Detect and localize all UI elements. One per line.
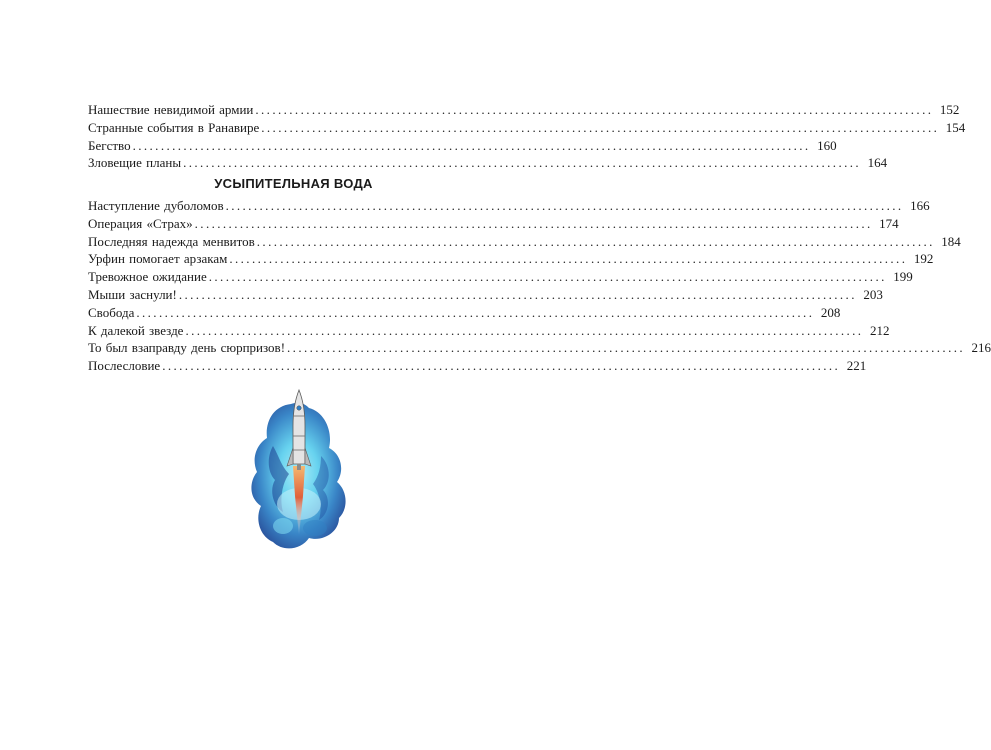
toc-entry-title: Мыши заснули!: [88, 286, 177, 302]
dot-leader: ........................................................................................................................: [136, 304, 815, 320]
toc-entry-title: К далекой звезде: [88, 322, 184, 338]
toc-entry: [88, 339, 991, 357]
toc-entry: [88, 101, 960, 119]
toc-entry-page: 216: [971, 340, 991, 356]
toc-entry-title: Последняя надежда менвитов: [88, 233, 255, 249]
toc-entry-title: Послесловие: [88, 358, 161, 374]
toc-entry-title: Бегство: [88, 137, 131, 153]
toc-entry-title: Тревожное ожидание: [88, 269, 207, 285]
toc-group-2: [88, 197, 991, 375]
toc-entry-page: 212: [869, 322, 890, 338]
toc-entry-page: 203: [863, 286, 883, 302]
toc-entry-title: Свобода: [88, 304, 135, 320]
toc-entry-page: 152: [939, 102, 960, 117]
toc-group-1: [88, 101, 966, 172]
toc-entry-page: 166: [910, 198, 930, 213]
rocket-illustration: [243, 386, 353, 556]
toc-entry-page: 164: [867, 155, 888, 171]
toc-entry: [88, 357, 867, 375]
toc-entry-title: То был взаправду день сюрпризов!: [88, 340, 286, 356]
toc-entry: [88, 137, 837, 155]
toc-entry-page: 221: [846, 358, 867, 374]
toc-entry-page: 192: [913, 251, 934, 267]
toc-entry-title: Странные события в Ранавире: [88, 119, 260, 135]
dot-leader: ........................................................................................................................: [185, 322, 864, 338]
toc-entry-page: 154: [945, 119, 966, 135]
toc-entry-title: Наступление дуболомов: [88, 198, 224, 213]
toc-entry: [88, 119, 966, 137]
toc-entry: [88, 215, 899, 233]
dot-leader: ........................................................................................................................: [183, 155, 862, 171]
toc-entry: [88, 250, 934, 268]
dot-leader: ........................................................................................................................: [208, 269, 887, 285]
dot-leader: ........................................................................................................................: [132, 137, 811, 153]
section-heading: УСЫПИТЕЛЬНАЯ ВОДА: [214, 176, 373, 191]
toc-entry-title: Операция «Страх»: [88, 215, 193, 231]
dot-leader: ........................................................................................................................: [225, 198, 904, 213]
toc-entry-page: 208: [820, 304, 841, 320]
dot-leader: ........................................................................................................................: [256, 233, 935, 249]
dot-leader: ........................................................................................................................: [255, 102, 934, 117]
toc-entry-page: 160: [817, 137, 837, 153]
toc-entry-page: 199: [893, 269, 913, 285]
toc-entry-title: Зловещие планы: [88, 155, 182, 171]
toc-entry: [88, 154, 888, 172]
dot-leader: ........................................................................................................................: [287, 340, 966, 356]
toc-entry: [88, 268, 913, 286]
dot-leader: ........................................................................................................................: [162, 358, 841, 374]
toc-entry: [88, 322, 890, 340]
toc-entry-page: 174: [879, 215, 899, 231]
toc-entry: [88, 197, 930, 215]
dot-leader: ........................................................................................................................: [229, 251, 908, 267]
toc-entry: [88, 286, 883, 304]
toc-entry: [88, 233, 961, 251]
dot-leader: ........................................................................................................................: [261, 119, 940, 135]
dot-leader: ........................................................................................................................: [178, 286, 857, 302]
dot-leader: ........................................................................................................................: [194, 215, 873, 231]
toc-entry-title: Урфин помогает арзакам: [88, 251, 228, 267]
toc-entry-page: 184: [941, 233, 961, 249]
toc-entry-title: Нашествие невидимой армии: [88, 102, 254, 117]
toc-entry: [88, 304, 841, 322]
